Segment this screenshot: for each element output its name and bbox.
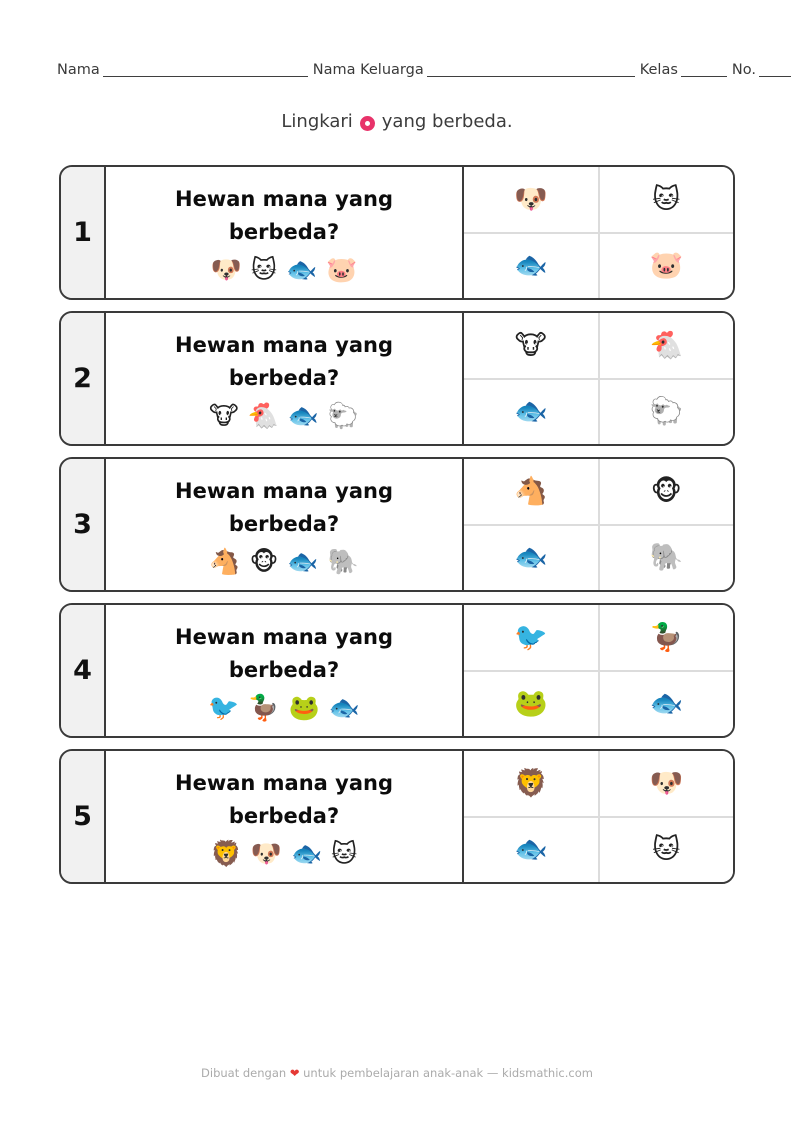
answer-cell-fish[interactable]: 🐟 bbox=[600, 672, 734, 737]
elephant-icon: 🐘 bbox=[327, 547, 359, 577]
name-label: Nama bbox=[57, 62, 100, 78]
answer-cell-fish[interactable]: 🐟 bbox=[464, 818, 598, 883]
problem-number: 2 bbox=[61, 313, 106, 444]
footer-credit bbox=[0, 1066, 794, 1080]
question-area bbox=[106, 751, 464, 882]
cow-icon: 🐮 bbox=[208, 401, 239, 431]
class-label: Kelas bbox=[639, 62, 678, 78]
problem-number: 4 bbox=[61, 605, 106, 736]
question-area bbox=[106, 313, 464, 444]
answer-cell-cow[interactable]: 🐮 bbox=[464, 313, 598, 378]
sheep-icon: 🐑 bbox=[327, 401, 359, 431]
fish-icon: 🐟 bbox=[287, 401, 319, 431]
fish-icon: 🐟 bbox=[287, 547, 319, 577]
footer-text-before: Dibuat dengan bbox=[201, 1066, 287, 1080]
answer-cell-monkey[interactable]: 🐵 bbox=[600, 459, 734, 524]
fish-icon: 🐟 bbox=[328, 693, 360, 723]
number-label: No. bbox=[731, 62, 756, 78]
question-text: Hewan mana yang berbeda? bbox=[175, 478, 393, 536]
answer-cell-fish[interactable]: 🐟 bbox=[464, 526, 598, 591]
answer-grid bbox=[464, 313, 733, 444]
cat-icon: 🐱 bbox=[331, 839, 358, 869]
question-area bbox=[106, 167, 464, 298]
answer-cell-horse[interactable]: 🐴 bbox=[464, 459, 598, 524]
problem-number: 5 bbox=[61, 751, 106, 882]
family-name-input-line[interactable] bbox=[427, 73, 635, 77]
class-input-line[interactable] bbox=[681, 73, 727, 77]
animal-sequence bbox=[208, 401, 359, 431]
answer-cell-fish[interactable]: 🐟 bbox=[464, 380, 598, 445]
answer-grid bbox=[464, 605, 733, 736]
worksheet-header bbox=[57, 62, 791, 79]
name-input-line[interactable] bbox=[103, 73, 308, 77]
bird-icon: 🐦 bbox=[208, 693, 240, 723]
family-name-label: Nama Keluarga bbox=[312, 62, 424, 78]
animal-sequence bbox=[209, 547, 359, 577]
dog-icon: 🐶 bbox=[210, 255, 242, 285]
answer-cell-elephant[interactable]: 🐘 bbox=[600, 526, 734, 591]
horse-icon: 🐴 bbox=[209, 547, 241, 577]
question-text: Hewan mana yang berbeda? bbox=[175, 624, 393, 682]
problem-card bbox=[59, 457, 735, 592]
animal-sequence bbox=[210, 255, 358, 285]
pig-icon: 🐷 bbox=[326, 255, 358, 285]
answer-grid bbox=[464, 751, 733, 882]
problem-card bbox=[59, 603, 735, 738]
animal-sequence bbox=[208, 693, 360, 723]
answer-grid bbox=[464, 167, 733, 298]
hollow-circle-icon bbox=[360, 116, 375, 131]
number-input-line[interactable] bbox=[759, 73, 791, 77]
animal-sequence bbox=[210, 839, 358, 869]
problem-card bbox=[59, 749, 735, 884]
dog-icon: 🐶 bbox=[250, 839, 283, 869]
answer-cell-duck[interactable]: 🦆 bbox=[600, 605, 734, 670]
answer-cell-dog[interactable]: 🐶 bbox=[464, 167, 598, 232]
question-area bbox=[106, 605, 464, 736]
answer-cell-cat[interactable]: 🐱 bbox=[600, 818, 734, 883]
problem-number: 1 bbox=[61, 167, 106, 298]
fish-icon: 🐟 bbox=[285, 255, 318, 285]
answer-cell-bird[interactable]: 🐦 bbox=[464, 605, 598, 670]
question-area bbox=[106, 459, 464, 590]
problem-card bbox=[59, 165, 735, 300]
problem-card bbox=[59, 311, 735, 446]
title-text-after: yang berbeda. bbox=[381, 111, 513, 132]
problem-list bbox=[59, 165, 735, 884]
answer-cell-chicken[interactable]: 🐔 bbox=[600, 313, 734, 378]
worksheet-title bbox=[0, 111, 794, 132]
fish-icon: 🐟 bbox=[291, 839, 323, 869]
answer-cell-fish[interactable]: 🐟 bbox=[464, 234, 598, 299]
answer-cell-cat[interactable]: 🐱 bbox=[600, 167, 734, 232]
answer-grid bbox=[464, 459, 733, 590]
answer-cell-pig[interactable]: 🐷 bbox=[600, 234, 734, 299]
heart-icon: ❤ bbox=[289, 1066, 300, 1080]
answer-cell-frog[interactable]: 🐸 bbox=[464, 672, 598, 737]
question-text: Hewan mana yang berbeda? bbox=[175, 332, 393, 390]
problem-number: 3 bbox=[61, 459, 106, 590]
chicken-icon: 🐔 bbox=[247, 401, 279, 431]
cat-icon: 🐱 bbox=[250, 255, 277, 285]
answer-cell-dog[interactable]: 🐶 bbox=[600, 751, 734, 816]
duck-icon: 🦆 bbox=[248, 693, 280, 723]
footer-text-after: untuk pembelajaran anak-anak — kidsmathic.com bbox=[303, 1066, 593, 1080]
frog-icon: 🐸 bbox=[288, 693, 320, 723]
answer-cell-sheep[interactable]: 🐑 bbox=[600, 380, 734, 445]
lion-icon: 🦁 bbox=[210, 839, 242, 869]
title-text-before: Lingkari bbox=[281, 111, 353, 132]
monkey-icon: 🐵 bbox=[249, 547, 279, 577]
question-text: Hewan mana yang berbeda? bbox=[175, 770, 393, 828]
question-text: Hewan mana yang berbeda? bbox=[175, 186, 393, 244]
answer-cell-lion[interactable]: 🦁 bbox=[464, 751, 598, 816]
